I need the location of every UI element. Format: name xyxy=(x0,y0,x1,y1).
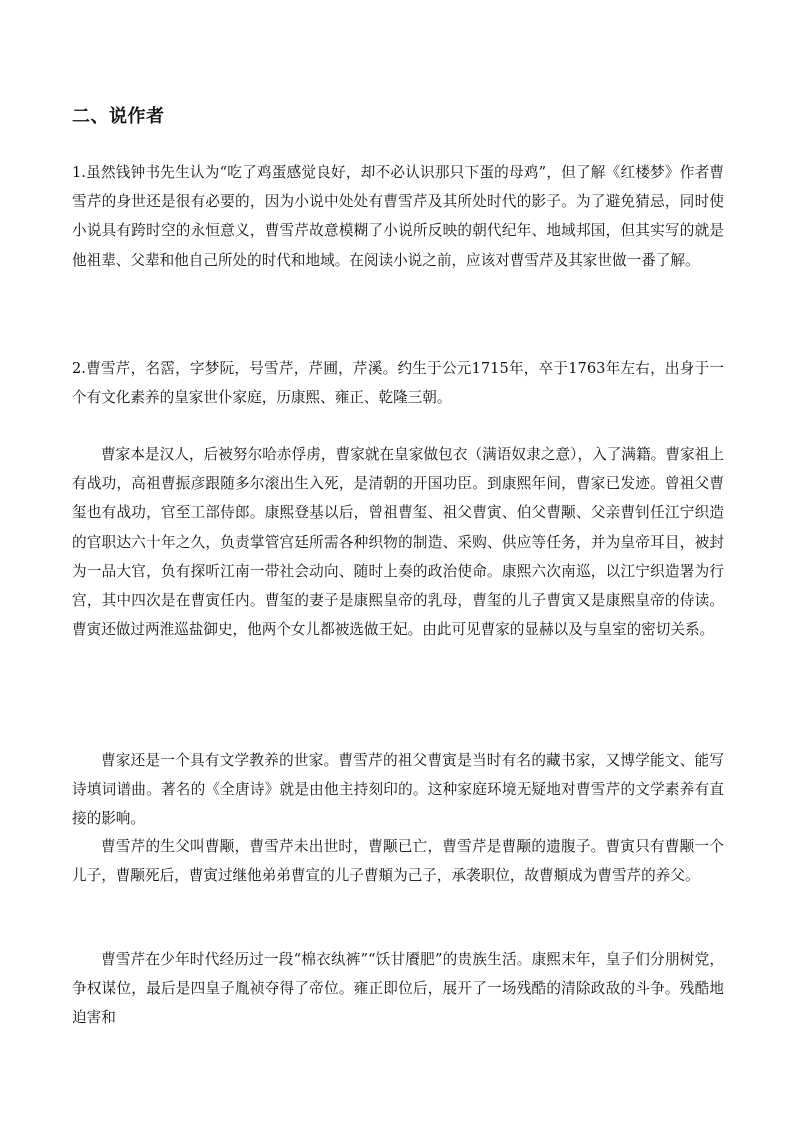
paragraph-family-history: 曹家本是汉人，后被努尔哈赤俘虏，曹家就在皇家做包衣（满语奴隶之意），入了满籍。曹家祖上有战功，高祖曹振彦跟随多尔滚出生入死，是清朝的开国功臣。到康熙年间，曹家已发迹。曾祖父曹玺也有战功，官至工部侍郎。康熙登基以后，曾祖曹玺、祖父曹寅、伯父曹颙、父亲曹钊任江宁织造的官职达六十年之久，负责掌管宫廷所需各种织物的制造、采购、供应等任务，并为皇帝耳目，被封为一品大官，负有探听江南一带社会动向、随时上奏的政治使命。康熙六次南巡，以江宁织造署为行宫，其中四次是在曹寅任内。曹玺的妻子是康熙皇帝的乳母，曹玺的儿子曹寅又是康熙皇帝的侍读。曹寅还做过两淮巡盐御史，他两个女儿都被选做王妃。由此可见曹家的显赫以及与皇室的密切关系。 xyxy=(72,446,724,639)
paragraph-intro: 1.虽然钱钟书先生认为“吃了鸡蛋感觉良好，却不必认识那只下蛋的母鸡”，但了解《红楼梦》作者曹雪芹的身世还是很有必要的，因为小说中处处有曹雪芹及其所处时代的影子。为了避免猜忌，同时使小说具有跨时空的永恒意义，曹雪芹故意模糊了小说所反映的朝代纪年、地域邦国，但其实写的就是他祖辈、父辈和他自己所处的时代和地域。在阅读小说之前，应该对曹雪芹及其家世做一番了解。 xyxy=(72,164,724,269)
paragraph-parents: 曹雪芹的生父叫曹颙，曹雪芹未出世时，曹颙已亡，曹雪芹是曹颙的遗腹子。曹寅只有曹颙一个儿子，曹颙死后，曹寅过继他弟弟曹宣的儿子曹頫为己子，承袭职位，故曹頫成为曹雪芹的养父。 xyxy=(72,838,724,885)
section-heading: 二、说作者 xyxy=(72,106,165,127)
paragraph-literary-family: 曹家还是一个具有文学教养的世家。曹雪芹的祖父曹寅是当时有名的藏书家，又博学能文、能写诗填词谱曲。著名的《全唐诗》就是由他主持刻印的。这种家庭环境无疑地对曹雪芹的文学素养有直接的影响。 xyxy=(72,752,724,828)
paragraph-biography: 2.曹雪芹，名霑，字梦阮，号雪芹，芹圃，芹溪。约生于公元1715年，卒于1763年左右，出身于一个有文化素养的皇家世仆家庭，历康熙、雍正、乾隆三朝。 xyxy=(72,360,724,407)
paragraph-youth: 曹雪芹在少年时代经历过一段“棉衣纨裤”“饫甘餍肥”的贵族生活。康熙末年，皇子们分朋树党，争权谋位，最后是四皇子胤祯夺得了帝位。雍正即位后，展开了一场残酷的清除政敌的斗争。残酷地迫害和 xyxy=(72,951,724,1027)
